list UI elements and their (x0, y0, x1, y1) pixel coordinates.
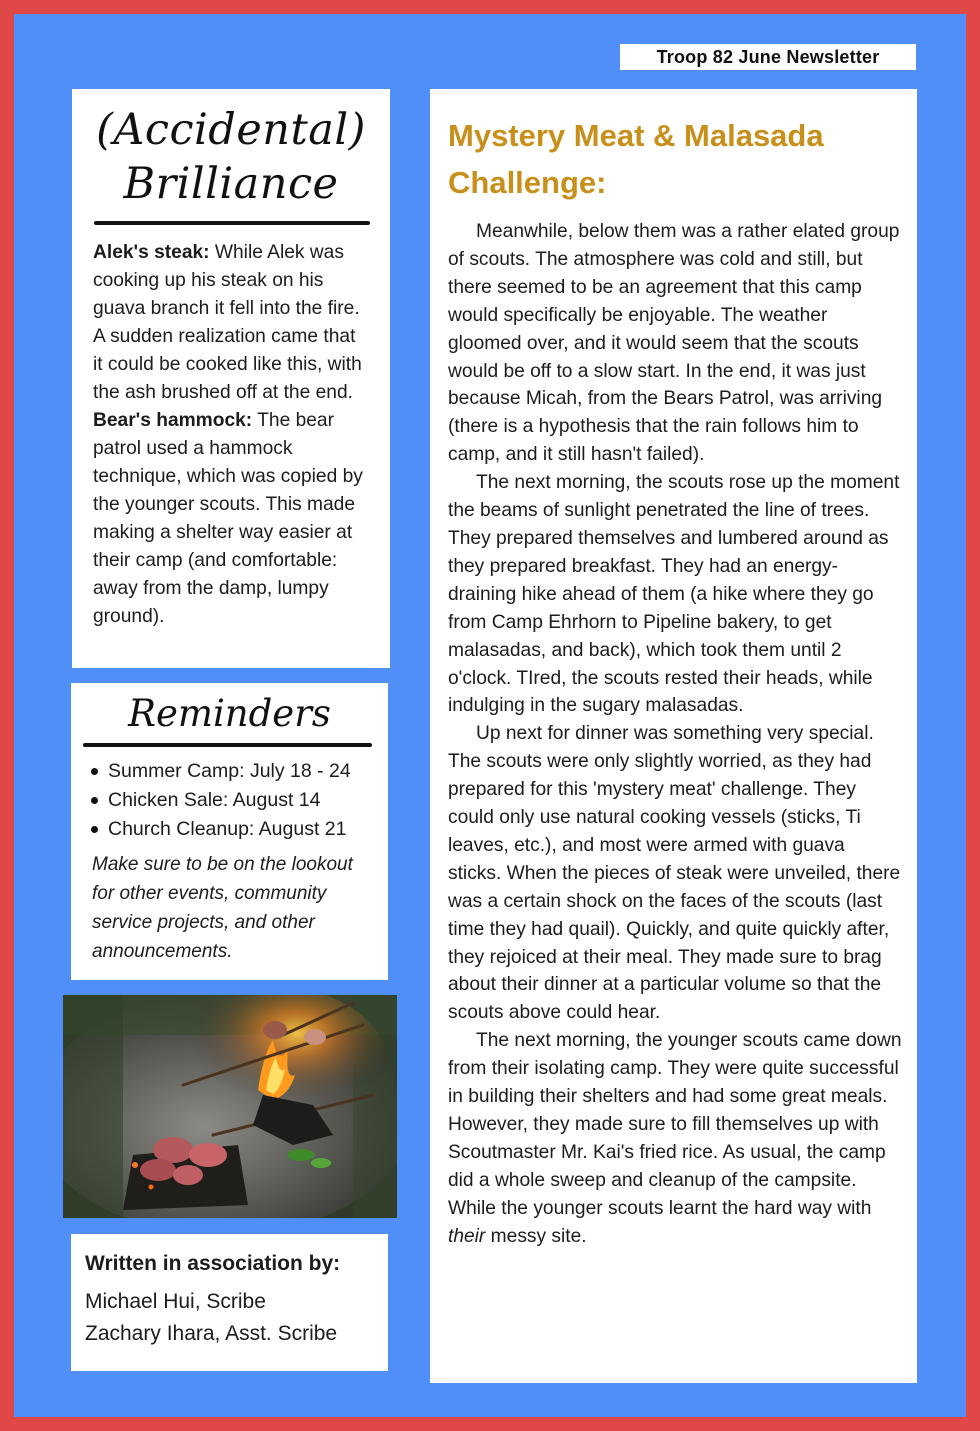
credits-heading: Written in association by: (85, 1252, 341, 1275)
masthead-title: Troop 82 June Newsletter (620, 44, 916, 70)
article-body (430, 206, 917, 1251)
article-paragraph-last (448, 1027, 902, 1250)
reminders-title: Reminders (128, 692, 331, 735)
campfire-image (63, 995, 397, 1218)
article-paragraph: Up next for dinner was something very special. The scouts were only slightly worried, as they had prepared for this 'mystery meat' challenge. They could only use natural cooking vessels (sticks, Ti leaves, etc.), and most were armed with guava sticks. When the pieces of steak were unveiled, there was a certain shock on the faces of the scouts (last time they had quail). Quickly, and quite quickly after, they rejoiced at their meal. They made sure to brag about their dinner at a particular volume so that the scouts above could hear. (448, 723, 901, 1024)
article-emphasis: their (448, 1225, 486, 1247)
reminder-text: Chicken Sale: August 14 (108, 789, 321, 811)
reminder-text: Church Cleanup: August 21 (108, 818, 347, 840)
reminder-item (91, 786, 388, 815)
brilliance-item-label: Alek's steak: (93, 242, 210, 263)
credits-name: Zachary Ihara, Asst. Scribe (85, 1322, 338, 1345)
article-panel (430, 89, 917, 1383)
bullet-icon (91, 826, 98, 833)
brilliance-title (72, 103, 390, 211)
reminder-item (91, 815, 388, 844)
brilliance-item-label: Bear's hammock: (93, 410, 253, 431)
campfire-photo (63, 995, 397, 1218)
article-text: The next morning, the younger scouts came down from their isolating camp. They were quite successful in building their shelters and had some great meals. However, they made sure to fill themselves up with Scoutmaster Mr. Kai's fried rice. As usual, the camp did a whole sweep and cleanup of the campsite. While the younger scouts learnt the hard way with (448, 1030, 902, 1219)
reminder-text: Summer Camp: July 18 - 24 (108, 760, 351, 782)
reminders-list (71, 747, 388, 844)
article-title: Mystery Meat & Malasada Challenge: (448, 118, 824, 200)
brilliance-body (72, 225, 390, 631)
brilliance-panel (72, 89, 390, 668)
credits-panel (71, 1234, 388, 1371)
credits-name: Michael Hui, Scribe (85, 1290, 266, 1313)
reminder-item (91, 757, 388, 786)
reminders-note: Make sure to be on the lookout for other events, community service projects, and other announcements. (92, 854, 353, 962)
brilliance-item (93, 407, 370, 631)
brilliance-title-line2: Brilliance (123, 159, 339, 209)
brilliance-item-text: While Alek was cooking up his steak on his guava branch it fell into the fire. A sudden realization came that it could be cooked like this, with the ash brushed off at the end. (93, 242, 362, 403)
reminders-panel (71, 683, 388, 980)
article-paragraph: Meanwhile, below them was a rather elated group of scouts. The atmosphere was cold and still, but there seemed to be an agreement that this camp would specifically be enjoyable. The weather gloomed over, and it would seem that the scouts would be off to a slow start. In the end, it was just because Micah, from the Bears Patrol, was arriving (there is a hypothesis that the rain follows him to camp, and it still hasn't failed). (448, 221, 900, 466)
bullet-icon (91, 768, 98, 775)
article-paragraph: The next morning, the scouts rose up the moment the beams of sunlight penetrated the line of trees. They prepared themselves and lumbered around as they prepared breakfast. They had an energy-draining hike ahead of them (a hike where they go from Camp Ehrhorn to Pipeline bakery, to get malasadas, and back), which took them until 2 o'clock. TIred, the scouts rested their heads, while indulging in the sugary malasadas. (448, 472, 900, 717)
article-text: messy site. (485, 1225, 587, 1247)
brilliance-item (93, 239, 370, 407)
newsletter-page (14, 14, 966, 1417)
brilliance-title-line1: (Accidental) (96, 105, 366, 155)
bullet-icon (91, 797, 98, 804)
brilliance-item-text: The bear patrol used a hammock technique, which was copied by the younger scouts. This made making a shelter way easier at their camp (and comfortable: away from the damp, lumpy ground). (93, 410, 363, 627)
